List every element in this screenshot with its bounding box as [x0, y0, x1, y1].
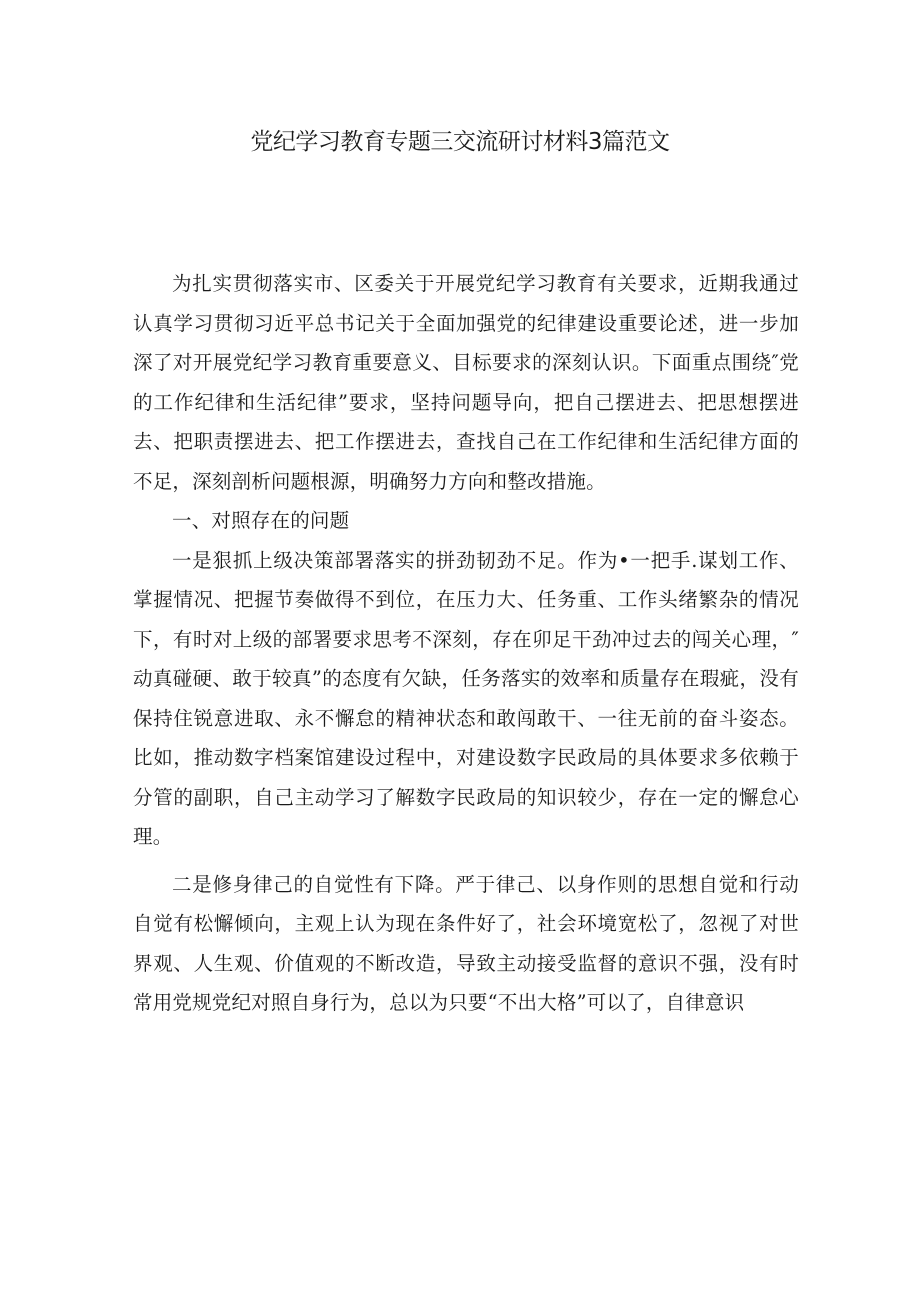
- paragraph-intro: 为扎实贯彻落实市、区委关于开展党纪学习教育有关要求，近期我通过认真学习贯彻习近平总书记关于全面加强党的纪律建设重要论述，进一步加深了对开展党纪学习教育重要意义、目标要求的深刻认识。下面重点围绕″党的工作纪律和生活纪律”要求，坚持问题导向，把自己摆进去、把思想摆进去、把职责摆进去、把工作摆进去，查找自己在工作纪律和生活纪律方面的不足，深刻剖析问题根源，明确努力方向和整改措施。: [133, 272, 799, 493]
- section-heading: 一、对照存在的问题: [172, 509, 350, 532]
- paragraph-point-two: 二是修身律己的自觉性有下降。严于律己、以身作则的思想自觉和行动自觉有松懈倾向，主观上认为现在条件好了，社会环境宽松了，忽视了对世界观、人生观、价值观的不断改造，导致主动接受监督的意识不强，没有时常用党规党纪对照自身行为，总以为只要“不出大格”可以了，自律意识: [133, 872, 799, 1014]
- paragraph-point-one: 一是狠抓上级决策部署落实的拼劲韧劲不足。作为•一把手.谋划工作、掌握情况、把握节奏做得不到位，在压力大、任务重、工作头绪繁杂的情况下，有时对上级的部署要求思考不深刻，存在卯足干劲冲过去的闯关心理，″动真碰硬、敢于较真”的态度有欠缺，任务落实的效率和质量存在瑕疵，没有保持住锐意进取、永不懈怠的精神状态和敢闯敢干、一往无前的奋斗姿态。比如，推动数字档案馆建设过程中，对建设数字民政局的具体要求多依赖于分管的副职，自己主动学习了解数字民政局的知识较少，存在一定的懈怠心理。: [133, 548, 799, 848]
- document-title: 党纪学习教育专题三交流研讨材料3篇范文: [250, 129, 670, 155]
- document-body: [133, 264, 799, 1023]
